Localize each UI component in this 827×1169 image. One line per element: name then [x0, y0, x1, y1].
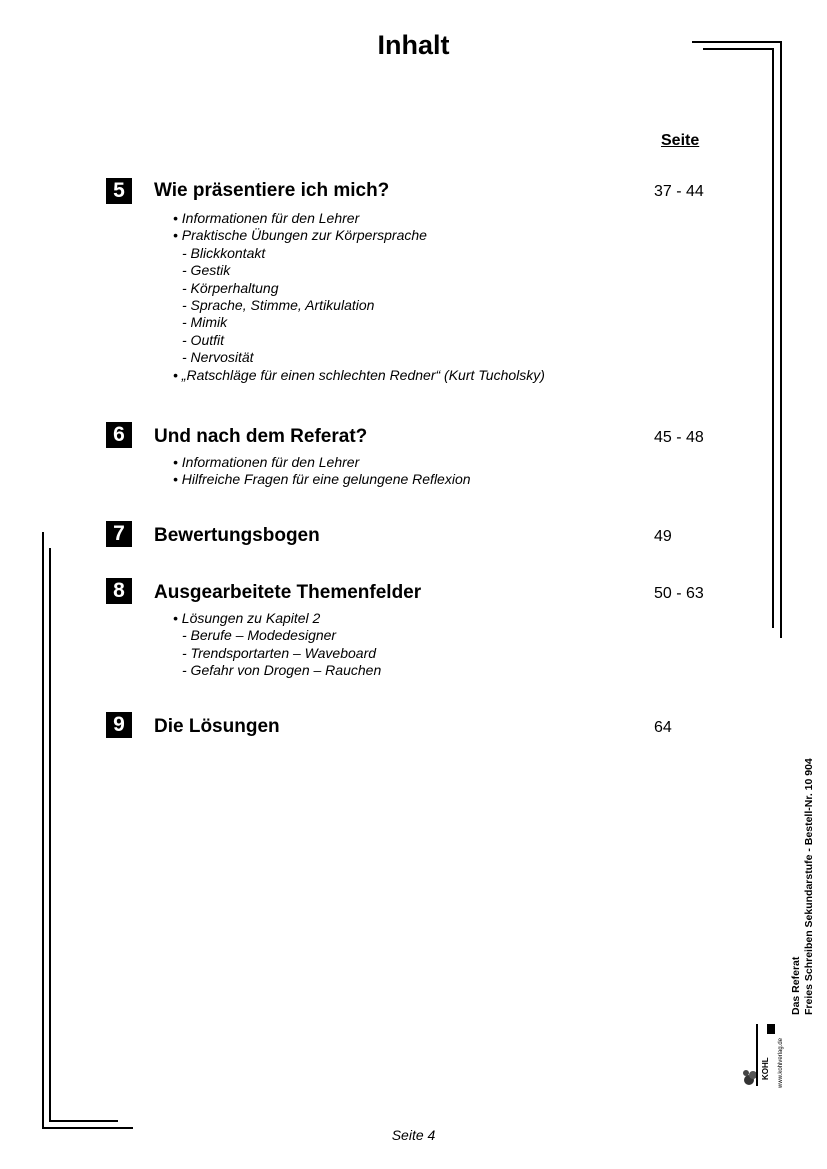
section-number-badge: 5 — [106, 178, 132, 204]
page-number-footer: Seite 4 — [391, 1127, 436, 1143]
frame-line-right-outer — [780, 41, 782, 638]
section-items — [173, 210, 545, 384]
page-title: Inhalt — [377, 30, 450, 60]
logo-url-text: www.kohlverlag.de — [778, 1037, 784, 1088]
logo-brand-text: KOHL — [761, 1057, 770, 1080]
toc-subitem: - Nervosität — [182, 349, 254, 366]
section-title: Die Lösungen — [154, 716, 280, 737]
toc-item: • Informationen für den Lehrer — [173, 454, 360, 470]
frame-line-top-inner — [703, 48, 773, 50]
frame-line-top-outer — [692, 41, 782, 43]
frame-line-right-inner — [772, 48, 774, 628]
toc-subitem: - Sprache, Stimme, Artikulation — [182, 297, 375, 314]
frame-line-left-outer — [42, 532, 44, 1129]
toc-item: • „Ratschläge für einen schlechten Redner“ (Kurt Tucholsky) — [173, 366, 545, 383]
section-pages: 64 — [654, 719, 672, 736]
side-label-line1: Das Referat — [790, 956, 802, 1015]
page-column-header: Seite — [661, 132, 700, 149]
toc-subitem: - Berufe – Modedesigner — [182, 627, 337, 644]
section-number-badge: 7 — [106, 521, 132, 547]
frame-line-left-inner — [49, 548, 51, 1121]
section-items — [173, 610, 381, 680]
section-pages: 50 - 63 — [654, 585, 704, 602]
section-title: Und nach dem Referat? — [154, 426, 368, 447]
toc-subitem: - Blickkontakt — [182, 244, 266, 261]
section-number-badge: 6 — [106, 422, 132, 448]
toc-subitem: - Gestik — [182, 262, 231, 279]
section-pages: 45 - 48 — [654, 429, 704, 446]
toc-subitem: - Körperhaltung — [182, 279, 279, 296]
side-label-line2: Freies Schreiben Sekundarstufe - Bestell-Nr. 10 904 — [803, 758, 815, 1015]
section-pages: 49 — [654, 528, 672, 545]
publication-side-label — [790, 758, 816, 1015]
toc-item: • Informationen für den Lehrer — [173, 210, 360, 226]
toc-subitem: - Outfit — [182, 331, 225, 348]
toc-item: • Lösungen zu Kapitel 2 — [173, 610, 321, 626]
section-items — [173, 454, 471, 489]
toc-subitem: - Mimik — [182, 314, 228, 331]
section-number-badge: 9 — [106, 712, 132, 738]
publisher-logo — [742, 1020, 788, 1092]
toc-subitem: - Gefahr von Drogen – Rauchen — [182, 662, 382, 679]
section-number-badge: 8 — [106, 578, 132, 604]
section-title: Wie präsentiere ich mich? — [154, 180, 390, 201]
toc-item: • Hilfreiche Fragen für eine gelungene Reflexion — [173, 471, 471, 488]
frame-line-bottom-inner — [49, 1120, 118, 1122]
section-title: Bewertungsbogen — [154, 525, 320, 546]
toc-subitem: - Trendsportarten – Waveboard — [182, 644, 377, 661]
section-pages: 37 - 44 — [654, 183, 704, 200]
section-title: Ausgearbeitete Themenfelder — [154, 582, 422, 603]
toc-item: • Praktische Übungen zur Körpersprache — [173, 227, 427, 244]
